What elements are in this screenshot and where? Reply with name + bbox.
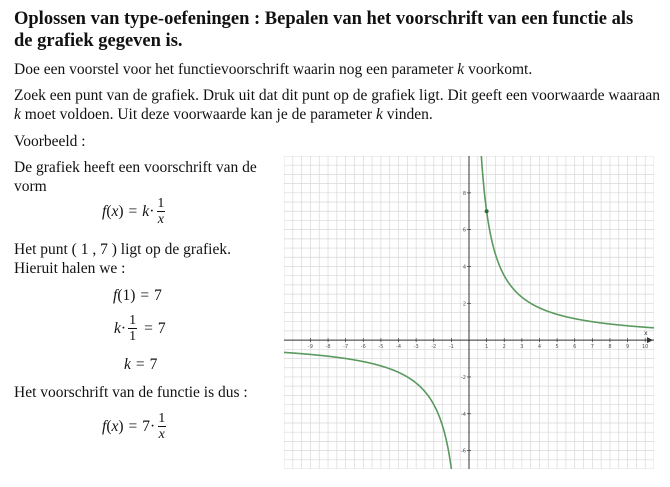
eq-k: k: [114, 320, 121, 337]
x-tick-label: 9: [625, 344, 630, 351]
formula-final: [102, 411, 168, 442]
x-tick-label: 5: [555, 344, 559, 351]
x-tick-label: -7: [343, 344, 349, 351]
equation-k-times-1: [114, 313, 166, 344]
x-axis-arrow: [647, 337, 653, 343]
x-tick-label: 10: [642, 344, 649, 351]
curve-branch-positive: [480, 156, 654, 328]
formula-dot: ·: [149, 203, 155, 220]
formula-equals: =: [128, 203, 138, 220]
x-tick-label: 4: [537, 344, 542, 351]
x-tick-label: 6: [573, 344, 577, 351]
x-tick-label: 3: [520, 344, 524, 351]
step-text-2: moet voldoen. Uit deze voorwaarde kan je de parameter: [20, 106, 376, 123]
function-graph: [284, 156, 654, 469]
eq-f: f: [113, 287, 118, 304]
intro-paragraph: [14, 60, 532, 79]
formula-general: [102, 196, 167, 227]
eq-k: k: [124, 356, 131, 373]
eq-equals: =: [135, 356, 145, 373]
x-tick-label: 1: [485, 344, 489, 351]
point-marks: [485, 209, 489, 213]
formula-paren: ): [118, 418, 124, 435]
eq-value: 7: [149, 356, 158, 373]
formula-equals: =: [128, 418, 138, 435]
curve-branch-negative: [284, 352, 454, 469]
y-tick-label: -4: [461, 411, 466, 418]
x-tick-label: 8: [608, 344, 612, 351]
formula-f: f: [102, 203, 107, 220]
eq-equals: =: [140, 287, 150, 304]
step-parameter-1: k: [14, 106, 21, 123]
x-tick-label: 7: [590, 344, 594, 351]
x-tick-label: -3: [413, 344, 419, 351]
x-tick-label: -1: [448, 344, 454, 351]
derive-text: Hieruit halen we :: [14, 260, 126, 277]
formula-paren: (: [106, 418, 112, 435]
y-tick-label: 8: [462, 190, 466, 197]
fraction-denominator: x: [158, 427, 165, 442]
y-tick-label: -6: [461, 448, 466, 455]
equation-k-equals-7: [124, 355, 157, 374]
eq-equals: =: [144, 320, 153, 337]
formula-paren: ): [118, 203, 124, 220]
x-tick-label: -4: [396, 344, 402, 351]
x-tick-label: -9: [307, 344, 313, 351]
x-tick-label: -2: [431, 344, 437, 351]
fraction-numerator: 1: [157, 196, 165, 211]
formula-x: x: [111, 203, 119, 220]
eq-dot: ·: [120, 320, 127, 337]
x-tick-label: 2: [502, 344, 506, 351]
intro-text-end: voorkomt.: [464, 61, 533, 78]
fraction-numerator: 1: [129, 313, 137, 328]
intro-text: Doe een voorstel voor het functievoorschrift waarin nog een parameter: [14, 61, 458, 78]
fraction-denominator: 1: [129, 329, 137, 344]
formula-fraction: [156, 196, 165, 227]
page-title: Oplossen van type-oefeningen : Bepalen van het voorschrift van een functie als de grafiek gegeven is.: [14, 9, 634, 51]
formula-paren: (: [106, 203, 112, 220]
formula-fraction: [157, 411, 166, 442]
formula-k: k: [142, 203, 150, 220]
formula-x: x: [111, 418, 119, 435]
graph-form-text: De grafiek heeft een voorschrift van de vorm: [14, 159, 257, 195]
formula-coefficient: 7: [142, 418, 151, 435]
fraction-numerator: 1: [158, 411, 166, 426]
formula-dot: ·: [150, 418, 156, 435]
example-label: Voorbeeld :: [14, 133, 86, 150]
eq-value: 7: [154, 287, 162, 304]
intro-parameter: k: [457, 61, 465, 78]
x-tick-label: -6: [360, 344, 366, 351]
eq-arg: (1): [117, 287, 136, 304]
conclusion-text: Het voorschrift van de functie is dus :: [14, 384, 248, 401]
step-paragraph: [14, 86, 664, 124]
equation-f-of-1: [113, 286, 162, 305]
step-parameter-2: k: [375, 106, 383, 123]
y-tick-label: 6: [462, 227, 466, 234]
fraction-denominator: x: [157, 212, 164, 227]
point-text: Het punt ( 1 , 7 ) ligt op de grafiek.: [14, 241, 231, 258]
x-axis-label: x: [644, 330, 648, 338]
formula-f: f: [102, 418, 107, 435]
point-1-7: [485, 209, 489, 213]
eq-fraction: [128, 313, 137, 344]
x-tick-label: -8: [325, 344, 331, 351]
y-tick-label: -2: [461, 374, 466, 381]
step-text-3: vinden.: [382, 106, 433, 123]
step-text-1: Zoek een punt van de grafiek. Druk uit dat dit punt op de grafiek ligt. Dit geeft een voorwaarde waaraan: [14, 87, 661, 104]
x-tick-label: -5: [378, 344, 384, 351]
y-tick-label: 2: [462, 301, 466, 308]
y-tick-label: 4: [462, 264, 466, 271]
eq-value: 7: [157, 320, 166, 337]
